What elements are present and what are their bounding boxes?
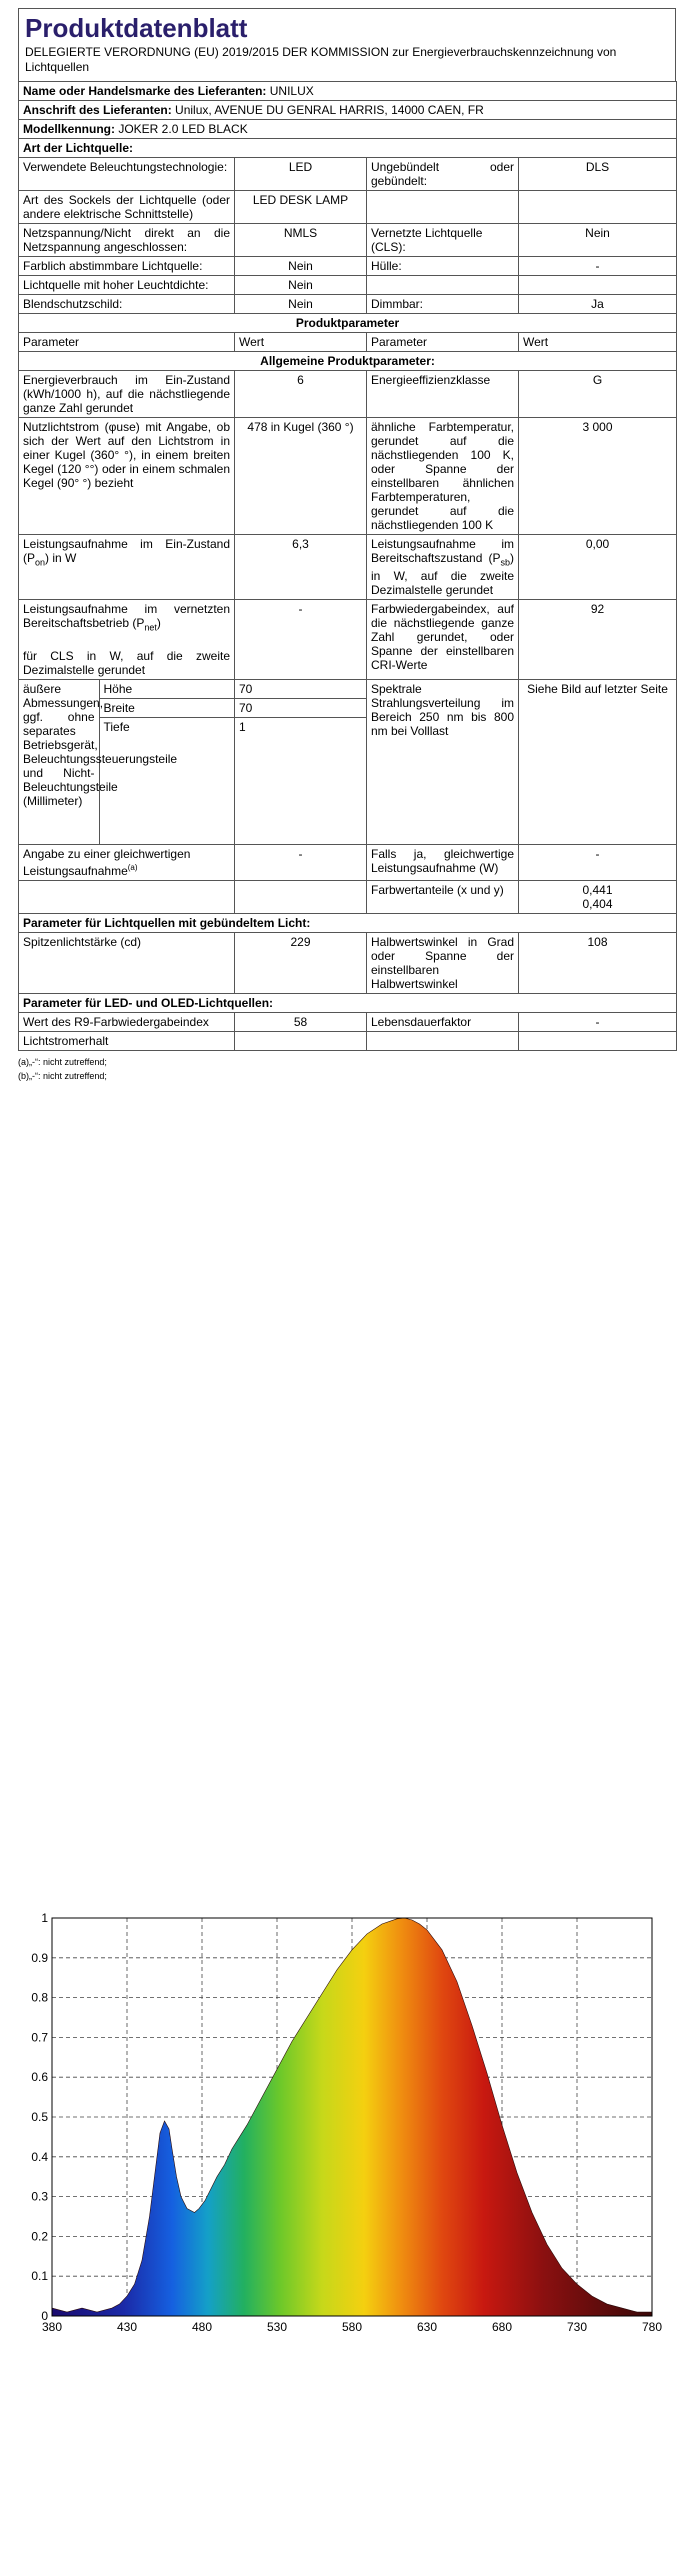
- tech-label: Verwendete Beleuchtungstechnologie:: [19, 158, 235, 191]
- flux-row: [19, 418, 677, 535]
- column-header-row: [19, 333, 677, 352]
- width-value: 70: [235, 699, 366, 718]
- energy-value: 6: [235, 371, 367, 418]
- survival-label: Lebensdauerfaktor: [367, 1012, 519, 1031]
- y-tick-label: 0.4: [31, 2149, 48, 2164]
- flux-value: 478 in Kugel (360 °): [235, 418, 367, 535]
- y-tick-label: 0.2: [31, 2229, 48, 2244]
- col-param-2: Parameter: [367, 333, 519, 352]
- dims-label: äußere Abmessungen, ggf. ohne separates Betriebsgerät, Beleuchtungssteuerungsteile und Nicht-Beleuchtungsteile (Millimeter): [19, 680, 99, 844]
- flux-label: Nutzlichtstrom (φuse) mit Angabe, ob sich der Wert auf den Lichtstrom in einer Kugel (360° °), in einem breiten Kegel (120 °°) oder in einem schmalen Kegel (90° °) bezieht: [19, 418, 235, 535]
- psb-label: Leistungsaufnahme im Bereitschaftszustand $(P_{sb})$ in W, auf die zweite Dezimalstelle gerundet: [367, 535, 519, 600]
- socket-label: Art des Sockels der Lichtquelle (oder andere elektrische Schnittstelle): [19, 191, 235, 224]
- peak-row: [19, 932, 677, 993]
- datasheet: [18, 8, 676, 1083]
- chroma-label: Farbwertanteile (x und y): [367, 880, 519, 913]
- chroma-value: 0,441 0,404: [519, 880, 677, 913]
- datasheet-table: [18, 81, 677, 1051]
- model-value: JOKER 2.0 LED BLACK: [118, 122, 248, 136]
- cls-label: Vernetzte Lichtquelle (CLS):: [367, 224, 519, 257]
- supplier-address-label: Anschrift des Lieferanten:: [23, 103, 172, 117]
- pnet-value: -: [235, 600, 367, 679]
- depth-label: Tiefe: [103, 719, 130, 734]
- model-row: [19, 120, 677, 139]
- maintenance-value: [235, 1031, 367, 1050]
- y-tick-label: 1: [41, 1911, 48, 1925]
- psb-value: 0,00: [519, 535, 677, 600]
- r9-row: [19, 1012, 677, 1031]
- width-label: Breite: [99, 698, 234, 717]
- envelope-label: Hülle:: [367, 257, 519, 276]
- pon-value: 6,3: [235, 535, 367, 600]
- x-tick-label: 630: [416, 2320, 438, 2334]
- y-tick-label: 0.1: [31, 2269, 48, 2284]
- directional-header-row: [19, 913, 677, 932]
- dimmable-value: Ja: [519, 295, 677, 314]
- y-tick-label: 0.6: [31, 2070, 48, 2085]
- cri-value: 92: [519, 600, 677, 679]
- type-section-header: Art der Lichtquelle:: [19, 139, 677, 158]
- cls-value: Nein: [519, 224, 677, 257]
- cri-label: Farbwiedergabeindex, auf die nächstliegende ganze Zahl gerundet, oder Spanne der einstellbaren CRI-Werte: [367, 600, 519, 679]
- dimensions-row: [19, 679, 677, 844]
- directional-header: Parameter für Lichtquellen mit gebündeltem Licht:: [19, 913, 677, 932]
- x-tick-label: 580: [341, 2320, 363, 2334]
- equivw-label: Falls ja, gleichwertige Leistungsaufnahme (W): [367, 844, 519, 880]
- x-tick-label: 380: [41, 2320, 63, 2334]
- beam-label: Halbwertswinkel in Grad oder Spanne der einstellbaren Halbwertswinkel: [367, 932, 519, 993]
- survival-value: -: [519, 1012, 677, 1031]
- tech-value: LED: [235, 158, 367, 191]
- energy-row: [19, 371, 677, 418]
- chromaticity-row: [19, 880, 677, 913]
- footnote-a: (a)„-“: nicht zutreffend;: [18, 1056, 107, 1067]
- tunable-value: Nein: [235, 257, 367, 276]
- glare-row: [19, 295, 677, 314]
- mains-label: Netzspannung/Nicht direkt an die Netzspannung angeschlossen:: [19, 224, 235, 257]
- spd-value: Siehe Bild auf letzter Seite: [519, 679, 677, 844]
- page-title: Produktdatenblatt: [25, 13, 248, 43]
- tunable-row: [19, 257, 677, 276]
- highlum-label: Lichtquelle mit hoher Leuchtdichte:: [19, 276, 235, 295]
- energy-label: Energieverbrauch im Ein-Zustand (kWh/1000 h), auf die nächstliegende ganze Zahl gerundet: [19, 371, 235, 418]
- footnote-b: (b)„-“: nicht zutreffend;: [18, 1070, 107, 1081]
- dimmable-label: Dimmbar:: [367, 295, 519, 314]
- col-param-1: Parameter: [19, 333, 235, 352]
- socket-row: [19, 191, 677, 224]
- cct-label: ähnliche Farbtemperatur, gerundet auf die nächstliegenden 100 K, oder Spanne der einstellbaren ähnlichen Farbtemperaturen, gerundet auf die nächstliegenden 100 K: [367, 418, 519, 535]
- x-tick-label: 780: [641, 2320, 663, 2334]
- glare-value: Nein: [235, 295, 367, 314]
- focus-label: Ungebündelt oder gebündelt:: [367, 158, 519, 191]
- cct-value: 3 000: [519, 418, 677, 535]
- spectral-chart: [18, 1900, 668, 2340]
- envelope-value: -: [519, 257, 677, 276]
- mains-value: NMLS: [235, 224, 367, 257]
- power-row: [19, 535, 677, 600]
- x-tick-label: 680: [491, 2320, 513, 2334]
- eclass-label: Energieeffizienzklasse: [367, 371, 519, 418]
- supplier-address-value: Unilux, AVENUE DU GENRAL HARRIS, 14000 CAEN, FR: [175, 103, 484, 117]
- socket-value: LED DESK LAMP: [235, 191, 367, 224]
- y-tick-label: 0.8: [31, 1990, 48, 2005]
- peak-value: 229: [235, 932, 367, 993]
- pnet-label: Leistungsaufnahme im vernetzten Bereitschaftsbetrieb $(P_{net})$ für CLS in W, auf die zweite Dezimalstelle gerundet: [19, 600, 235, 679]
- spectrum-area: [52, 1918, 652, 2316]
- highlum-value: Nein: [235, 276, 367, 295]
- product-params-header-row: [19, 314, 677, 333]
- led-header: Parameter für LED- und OLED-Lichtquellen:: [19, 993, 677, 1012]
- general-header: Allgemeine Produktparameter:: [19, 352, 677, 371]
- pon-label: Leistungsaufnahme im Ein-Zustand $(P_{on})$ in W: [19, 535, 235, 600]
- beam-value: 108: [519, 932, 677, 993]
- type-section-row: [19, 139, 677, 158]
- product-params-header: Produktparameter: [19, 314, 677, 333]
- x-tick-label: 480: [191, 2320, 213, 2334]
- focus-value: DLS: [519, 158, 677, 191]
- supplier-name-label: Name oder Handelsmarke des Lieferanten:: [23, 84, 267, 98]
- y-tick-label: 0: [41, 2309, 48, 2323]
- footnotes: [18, 1055, 676, 1083]
- maintenance-label: Lichtstromerhalt: [19, 1031, 235, 1050]
- r9-value: 58: [235, 1012, 367, 1031]
- eclass-value: G: [519, 371, 677, 418]
- equiv-label: Angabe zu einer gleichwertigen Leistungsaufnahme$^{(a)}$: [19, 844, 235, 880]
- y-tick-label: 0.7: [31, 2030, 48, 2045]
- highlum-row: [19, 276, 677, 295]
- x-tick-label: 530: [266, 2320, 288, 2334]
- maintenance-row: [19, 1031, 677, 1050]
- glare-label: Blendschutzschild:: [19, 295, 235, 314]
- y-tick-label: 0.5: [31, 2110, 48, 2124]
- general-header-row: [19, 352, 677, 371]
- x-tick-label: 430: [116, 2320, 138, 2334]
- equivalent-row: [19, 844, 677, 880]
- y-tick-label: 0.3: [31, 2189, 48, 2204]
- height-value: 70: [235, 680, 366, 699]
- tunable-label: Farblich abstimmbare Lichtquelle:: [19, 257, 235, 276]
- supplier-address-row: [19, 101, 677, 120]
- technology-row: [19, 158, 677, 191]
- equiv-value: -: [235, 844, 367, 880]
- supplier-name-row: [19, 82, 677, 101]
- networked-row: [19, 600, 677, 679]
- mains-row: [19, 224, 677, 257]
- regulation-text: DELEGIERTE VERORDNUNG (EU) 2019/2015 DER KOMMISSION zur Energieverbrauchskennzeichnung von Lichtquellen: [25, 45, 617, 74]
- r9-label: Wert des R9-Farbwiedergabeindex: [19, 1012, 235, 1031]
- height-label: Höhe: [99, 680, 234, 699]
- dimensions-subtable: [19, 680, 234, 844]
- led-header-row: [19, 993, 677, 1012]
- title-box: [18, 8, 676, 81]
- supplier-name-value: UNILUX: [269, 84, 314, 98]
- equivw-value: -: [519, 844, 677, 880]
- col-value-2: Wert: [519, 333, 677, 352]
- depth-value: 1: [239, 719, 246, 734]
- peak-label: Spitzenlichtstärke (cd): [19, 932, 235, 993]
- x-tick-label: 730: [566, 2320, 588, 2334]
- y-tick-label: 0.9: [31, 1950, 48, 1965]
- model-label: Modellkennung:: [23, 122, 115, 136]
- spd-label: Spektrale Strahlungsverteilung im Bereich 250 nm bis 800 nm bei Volllast: [367, 679, 519, 844]
- col-value-1: Wert: [235, 333, 367, 352]
